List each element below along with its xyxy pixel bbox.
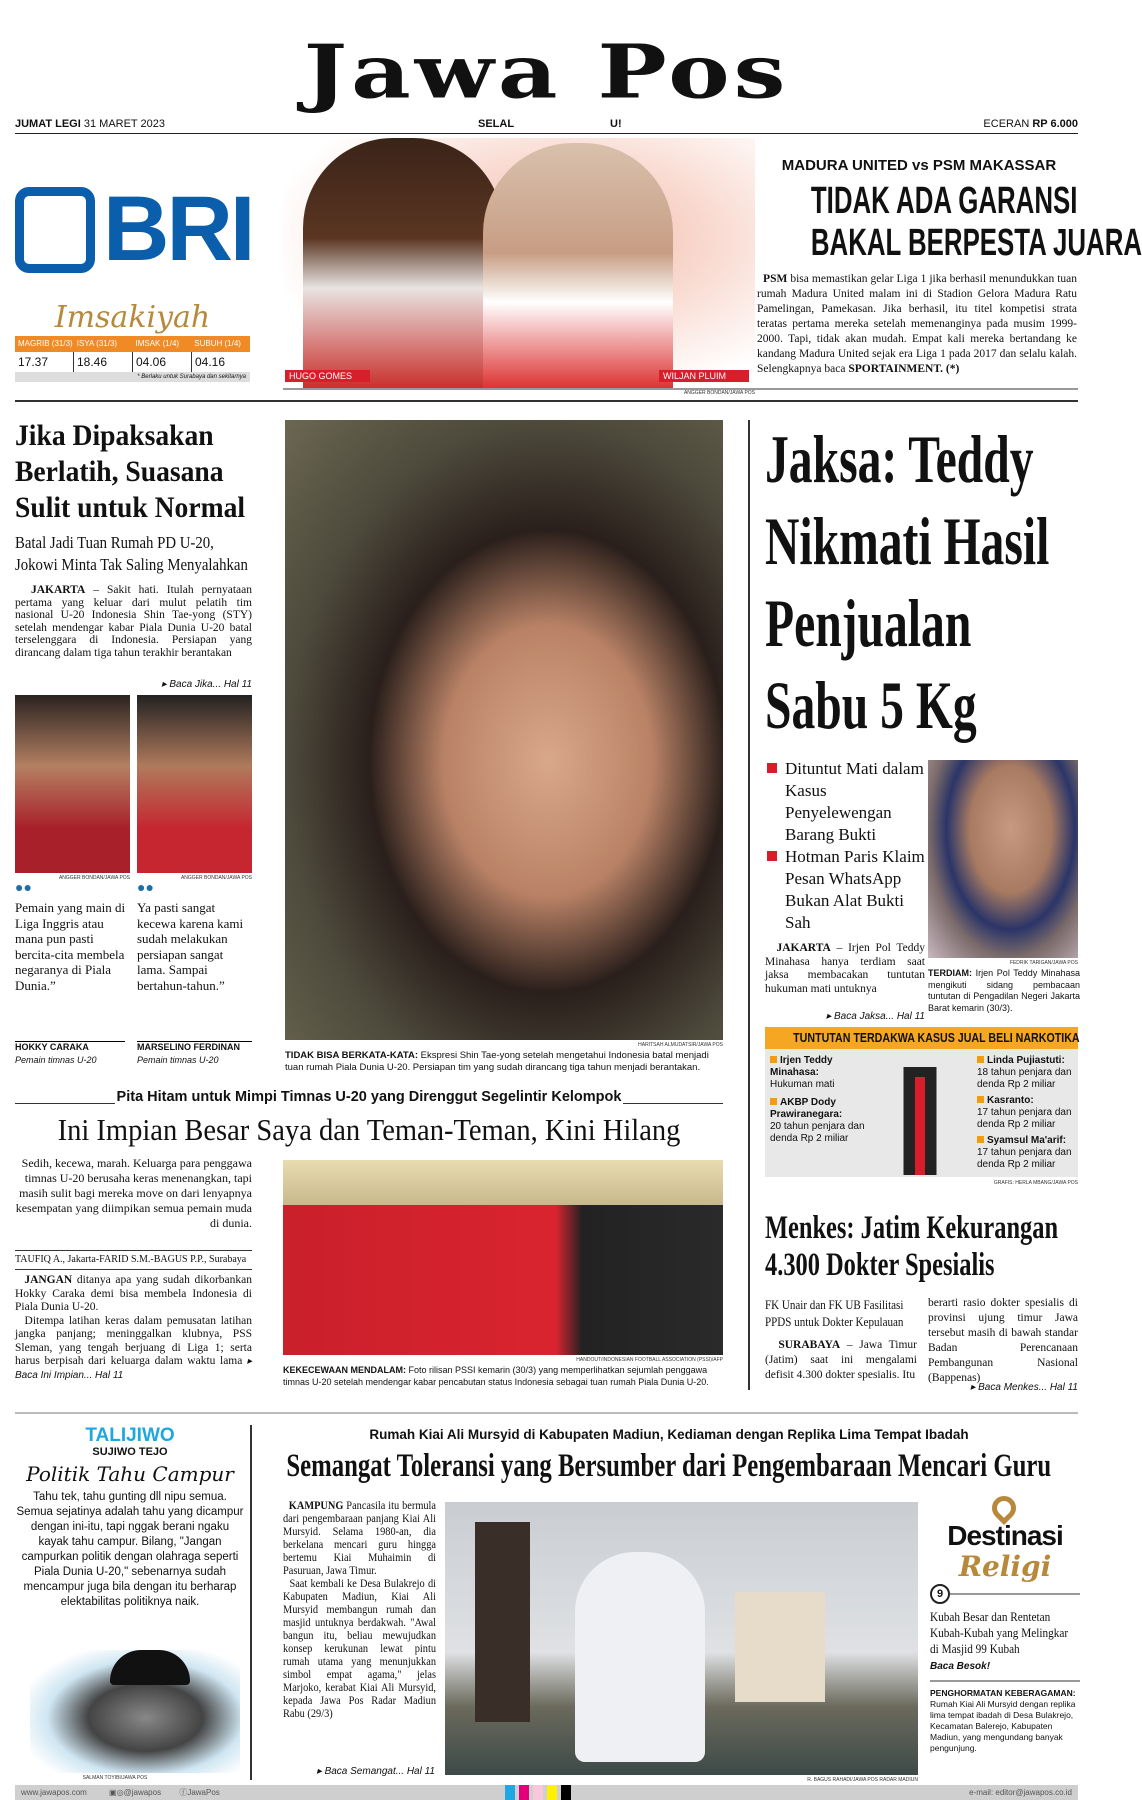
talijiwo-body: Tahu tek, tahu gunting dll nipu semua. Semua sejatinya adalah tahu yang dicampur dengan ini-itu, tapi nggak berani ngaku kayak tahu campur. Bilang, "Jangan campurkan politik dengan olahraga seperti Piala Dunia U-20," sebenarnya sudah mencampur juga bila dengan itu berharap elektabilitas politiknya naik. xyxy=(16,1491,244,1608)
photo-credit: R. BAGUS RAHADI/JAWA POS RADAR MADIUN xyxy=(807,1777,918,1783)
website-link[interactable]: www.jawapos.com xyxy=(21,1788,87,1797)
bri-brand: BRI xyxy=(103,178,253,280)
readmore-link[interactable]: ▸ Baca Menkes... Hal 11 xyxy=(970,1382,1078,1393)
quote-role: Pemain timnas U-20 xyxy=(15,1055,97,1065)
quote-icon: ●● xyxy=(137,881,154,896)
madura-psm-photo xyxy=(283,138,755,388)
readmore-link[interactable]: ▸ Baca Jika... Hal 11 xyxy=(161,679,252,690)
photo-credit: FEDRIK TARIGAN/JAWA POS xyxy=(1009,960,1078,966)
lead: KAMPUNG xyxy=(288,1500,344,1512)
lead: JANGAN xyxy=(24,1274,73,1286)
section-link[interactable]: SPORTAINMENT. (*) xyxy=(848,363,960,375)
photo-credit: SALMAN TOYIBI/JAWA POS xyxy=(82,1775,148,1781)
impian-kicker xyxy=(15,1088,723,1104)
jaksa-body xyxy=(765,942,925,996)
teddy-caption xyxy=(928,968,1080,1014)
defendant-sentence: 17 tahun penjara dan denda Rp 2 miliar xyxy=(977,1147,1072,1170)
defendant-name: Kasranto: xyxy=(987,1095,1034,1106)
imsakiyah-title: Imsakiyah xyxy=(54,300,211,335)
column-title[interactable]: Politik Tahu Campur xyxy=(26,1462,234,1486)
caption-text: Foto rilisan PSSI kemarin (30/3) yang memperlihatkan sejumlah penggawa timnas U-20 setelah mendengar kabar pencabutan status Indonesia sebagai tuan rumah Piala Dunia U-20. xyxy=(283,1365,709,1387)
quote: Pemain yang main di Liga Inggris atau mana pun pasti bercita-cita membela negaranya di Piala Dunia.” xyxy=(15,900,126,993)
day: JUMAT LEGI xyxy=(15,118,81,130)
photo-credit: HARITSAH ALMUDATSIR/JAWA POS xyxy=(638,1042,723,1048)
impian-intro: Sedih, kecewa, marah. Keluarga para penggawa timnas U-20 berusaha keras menenangkan, tapi masih sulit bagi mereka move on dari lenyapnya kesempatan yang diimpikan semua pemain muda di dunia. xyxy=(15,1156,252,1230)
body: Saat kembali ke Desa Bulakrejo di Kabupaten Madiun, Kiai Ali Mursyid membangun rumah dan masjid untuknya berdakwah. "Awal bangun itu, beliau mewujudkan konsep kerukunan lewat pintu rumah utama yang menunjukkan simbol empat agama," jelas Marjoko, kerabat Kiai Ali Mursyid, kepada Jawa Pos Radar Madiun Rabu (29/3) xyxy=(283,1578,437,1720)
marselino-photo xyxy=(137,695,252,873)
religi-body xyxy=(283,1500,436,1721)
series-name: Destinasi xyxy=(947,1520,1063,1551)
imsak-header: IMSAK (1/4) xyxy=(135,339,180,348)
masthead-title: Jawa Pos xyxy=(303,28,790,116)
quote-role: Pemain timnas U-20 xyxy=(137,1055,219,1065)
u20-headline[interactable]: Jika Dipaksakan Berlatih, Suasana Sulit untuk Normal xyxy=(15,419,246,524)
impian-byline: TAUFIQ A., Jakarta-FARID S.M.-BAGUS P.P., Surabaya xyxy=(15,1250,252,1270)
imsak-time: 04.06 xyxy=(132,352,191,372)
photo-credit: ANGGER BONDAN/JAWA POS xyxy=(180,875,252,881)
rumah-kiai-photo xyxy=(445,1502,918,1775)
facebook-handle[interactable]: JawaPos xyxy=(187,1788,220,1797)
social-handle[interactable]: @jawapos xyxy=(123,1788,162,1797)
defendant xyxy=(770,1097,865,1145)
body: ditanya apa yang sudah dikorbankan Hokky Caraka demi bisa membela Indonesia di Piala Dunia U-20. xyxy=(15,1274,252,1313)
teddy-photo xyxy=(928,760,1078,958)
imsak-header: ISYA (31/3) xyxy=(76,339,118,348)
right-items xyxy=(977,1055,1077,1171)
caption-text: Ekspresi Shin Tae-yong setelah mengetahui Indonesia batal menjadi tuan rumah Piala Dunia U-20. Persiapan tim yang sudah dirancang tiga tahun menjadi berantakan. xyxy=(285,1050,709,1073)
photo-credit: ANGGER BONDAN/JAWA POS xyxy=(683,390,755,396)
defendant xyxy=(770,1055,865,1091)
defendant-sentence: Hukuman mati xyxy=(770,1079,835,1090)
bullet-item xyxy=(767,758,927,846)
footer xyxy=(15,1785,1078,1800)
bullet-text: Hotman Paris Klaim Pesan WhatsApp Bukan Alat Bukti Sah xyxy=(785,847,925,932)
defendant-sentence: 18 tahun penjara dan denda Rp 2 miliar xyxy=(977,1067,1072,1090)
defendant xyxy=(977,1095,1077,1131)
top-body xyxy=(757,272,1077,377)
readmore-link[interactable]: ▸ Baca Semangat... Hal 11 xyxy=(316,1766,435,1777)
photo-credit: HANDOUT/INDONESIAN FOOTBALL ASSOCIATION (PSSI)/AFP xyxy=(576,1357,723,1363)
left-items xyxy=(770,1055,865,1145)
bullet-icon xyxy=(767,851,777,861)
date: 31 MARET 2023 xyxy=(83,118,165,130)
religi-kicker: Rumah Kiai Ali Mursyid di Kabupaten Madiun, Kediaman dengan Replika Lima Tempat Ibadah xyxy=(369,1427,969,1442)
defendant xyxy=(977,1135,1077,1171)
graphic-credit: GRAFIS: HERLA MBANG/JAWA POS xyxy=(993,1180,1078,1186)
infographic-title: TUNTUTAN TERDAKWA KASUS JUAL BELI NARKOTIKA xyxy=(793,1030,1080,1045)
lead: PSM xyxy=(763,273,788,285)
imsak-header: MAGRIB (31/3) xyxy=(18,339,73,348)
dateline: JAKARTA xyxy=(776,942,831,954)
player-label: HUGO GOMES xyxy=(285,370,370,382)
talijiwo-title: TALIJIWO xyxy=(85,1425,175,1446)
quote-name: HOKKY CARAKA xyxy=(15,1041,125,1052)
next-episode: Kubah Besar dan Rentetan Kubah-Kubah yang Melingkar di Masjid 99 Kubah xyxy=(930,1610,1069,1656)
dateline xyxy=(15,118,1078,134)
dateline: SURABAYA xyxy=(778,1339,841,1351)
scales-justice-icon xyxy=(865,1067,975,1175)
bri-ad[interactable] xyxy=(15,178,253,280)
body: bisa memastikan gelar Liga 1 jika berhasil menundukkan tuan rumah Madura United malam ini di Stadion Gelora Madura Ratu Pamelingan, Pamekasan. Jika berhasil, itu titel kompetisi strata teratas pertama mereka setelah memenanginya pada musim 1999-2000. Tapi, tidak akan mudah. Empat kali mereka bertandang ke kandang Madura United sejak era Liga 1 pada 2017 dan selalu kalah. Selengkapnya baca xyxy=(757,273,1078,375)
menkes-subhead: FK Unair dan FK UB Fasilitasi PPDS untuk Dokter Kepulauan xyxy=(765,1297,904,1329)
imsak-time: 18.46 xyxy=(73,352,132,372)
body: – Irjen Pol Teddy Minahasa hanya terdiam saat jaksa membacakan tuntutan hukuman mati untuknya xyxy=(765,942,925,995)
menkes-body: berarti rasio dokter spesialis di provinsi ujung timur Jawa tersebut masih di bawah standar Badan Perencanaan Pembangunan Nasional (Bappenas) xyxy=(928,1297,1078,1384)
jaksa-bullets xyxy=(767,758,927,934)
next-note: Baca Besok! xyxy=(930,1661,991,1672)
shin-tae-yong-photo xyxy=(285,420,723,1040)
kicker-text: Pita Hitam untuk Mimpi Timnas U-20 yang Direnggut Segelintir Kelompok xyxy=(116,1089,622,1105)
menkes-body xyxy=(765,1338,917,1383)
readmore-link[interactable]: ▸ Baca Jaksa... Hal 11 xyxy=(826,1011,925,1022)
series-number: 9 xyxy=(930,1584,950,1604)
headline-line: TIDAK ADA GARANSI xyxy=(810,180,1078,222)
body: Ditempa latihan keras dalam pemusatan latihan jangka panjang; meninggalkan klubnya, PSS Sleman, yang tengah berjuang di Liga 1; serta harus berpisah dari keluarga dalam waktu lama xyxy=(15,1314,253,1367)
caption-lead: TERDIAM: xyxy=(928,968,972,978)
sujiwo-tejo-photo xyxy=(30,1650,240,1773)
series-name: Religi xyxy=(958,1550,1052,1583)
photo-credit: ANGGER BONDAN/JAWA POS xyxy=(58,875,130,881)
caption-text: Irjen Pol Teddy Minahasa mengikuti sidang pembacaan tuntutan di Pengadilan Negeri Jakarta Barat kemarin (30/3). xyxy=(928,968,1080,1013)
defendant-sentence: 17 tahun penjara dan denda Rp 2 miliar xyxy=(977,1107,1072,1130)
talijiwo-column xyxy=(15,1426,245,1610)
imsak-note: * Berlaku untuk Surabaya dan sekitarnya xyxy=(15,372,250,382)
impian-body xyxy=(15,1274,252,1382)
body: – Sakit hati. Itulah pernyataan pertama yang keluar dari mulut pelatih tim nasional U-20 Indonesia Shin Tae-yong (STY) setelah mendengar kabar Piala Dunia U-20 batal terselenggara di Indonesia. Persiapan yang dirancang dalam tiga tahun terakhir berantakan xyxy=(15,584,252,659)
dateline: JAKARTA xyxy=(30,584,86,596)
quote-name: MARSELINO FERDINAN xyxy=(137,1041,252,1052)
talijiwo-author: SUJIWO TEJO xyxy=(92,1446,168,1458)
top-kicker: MADURA UNITED vs PSM MAKASSAR xyxy=(781,157,1057,174)
slogan-right: U! xyxy=(610,118,622,130)
narkotika-infographic xyxy=(765,1027,1078,1177)
caption-text: Rumah Kiai Ali Mursyid dengan replika lima tempat ibadah di Desa Bulakrejo, Kecamatan Balerejo, Kabupaten Madiun, yang mengundang banyak pengunjung. xyxy=(930,1699,1076,1753)
color-registration-bar xyxy=(505,1785,571,1800)
headline-line: BAKAL BERPESTA JUARA xyxy=(810,222,1142,264)
timnas-caption xyxy=(283,1364,723,1388)
defendant-name: Irjen Teddy Minahasa: xyxy=(770,1055,833,1078)
defendant-name: AKBP Dody Prawiranegara: xyxy=(770,1097,843,1120)
social-icon: ▣◎ xyxy=(109,1788,124,1797)
slogan-left: SELAL xyxy=(478,118,515,130)
timnas-photo xyxy=(283,1160,723,1355)
defendant-sentence: 20 tahun penjara dan denda Rp 2 miliar xyxy=(770,1121,865,1144)
quote: Ya pasti sangat kecewa karena kami sudah melakukan persiapan sangat lama. Sampai bertahun-tahun.” xyxy=(137,900,244,993)
readmore-link[interactable]: ▸ Baca Ini Impian... Hal 11 xyxy=(15,1356,253,1381)
impian-headline[interactable]: Ini Impian Besar Saya dan Teman-Teman, Kini Hilang xyxy=(57,1112,681,1147)
defendant xyxy=(977,1055,1077,1091)
player-label: WILJAN PLUIM xyxy=(659,370,749,382)
destinasi-religi xyxy=(930,1496,1080,1754)
u20-subhead: Batal Jadi Tuan Rumah PD U-20, Jokowi Minta Tak Saling Menyalahkan xyxy=(15,533,248,574)
u20-body xyxy=(15,584,252,659)
body: – Jawa Timur (Jatim) saat ini mengalami defisit 4.300 dokter spesialis. Itu xyxy=(765,1339,918,1381)
quote-icon: ●● xyxy=(15,881,32,896)
price: RP 6.000 xyxy=(1032,118,1078,130)
jaksa-headline[interactable]: Jaksa: Teddy Nikmati Hasil Penjualan Sabu 5 Kg xyxy=(765,421,1050,743)
caption-lead: KEKECEWAAN MENDALAM: xyxy=(283,1365,406,1375)
imsak-time: 17.37 xyxy=(18,355,49,369)
caption-lead: PENGHORMATAN KEBERAGAMAN: xyxy=(930,1688,1076,1698)
body: Pancasila itu bermula dari pengembaraan panjang Kiai Ali Mursyid. Selama 1980-an, dia berkelana mencari guru hingga bertemu Kiai Muhaimin di Pasuruan, Jawa Timur. xyxy=(283,1500,437,1577)
price-label: ECERAN xyxy=(983,118,1030,130)
religi-caption xyxy=(930,1688,1080,1754)
defendant-name: Syamsul Ma'arif: xyxy=(987,1135,1067,1146)
caption-lead: TIDAK BISA BERKATA-KATA: xyxy=(285,1050,418,1061)
top-headline xyxy=(810,180,1142,264)
menkes-headline[interactable]: Menkes: Jatim Kekurangan 4.300 Dokter Spesialis xyxy=(765,1210,1059,1283)
religi-headline[interactable]: Semangat Toleransi yang Bersumber dari Pengembaraan Mencari Guru xyxy=(286,1448,1052,1484)
bullet-text: Dituntut Mati dalam Kasus Penyelewengan Barang Bukti xyxy=(785,759,924,844)
email[interactable]: e-mail: editor@jawapos.co.id xyxy=(969,1788,1072,1797)
bullet-icon xyxy=(767,763,777,773)
bri-logo-icon xyxy=(15,187,95,273)
hokky-photo xyxy=(15,695,130,873)
bullet-item xyxy=(767,846,927,934)
imsakiyah xyxy=(15,300,250,382)
defendant-name: Linda Pujiastuti: xyxy=(987,1055,1065,1066)
imsak-header: SUBUH (1/4) xyxy=(194,339,241,348)
sty-caption xyxy=(285,1050,723,1074)
facebook-icon: ⓕ xyxy=(179,1788,188,1797)
imsak-time: 04.16 xyxy=(191,352,250,372)
